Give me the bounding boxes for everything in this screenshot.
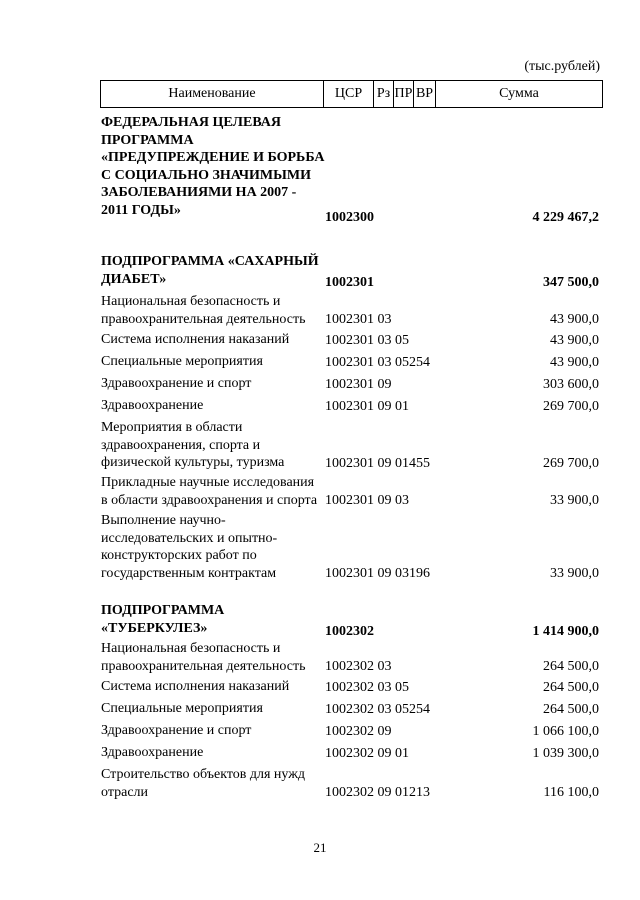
row-name: Здравоохранение и спорт — [101, 723, 252, 738]
row-code: 1002301 09 01 — [325, 398, 409, 414]
row-amount: 269 700,0 — [543, 455, 599, 471]
row-name: Выполнение научно-исследовательских и опытно-конструкторских работ по государственным контрактам — [101, 513, 278, 581]
row-code: 1002301 03 05254 — [325, 354, 430, 370]
row-name: Национальная безопасность и правоохранительная деятельность — [101, 294, 306, 327]
row-code: 1002301 — [325, 274, 374, 290]
table-row — [0, 293, 640, 328]
table-row — [0, 512, 640, 582]
header-name: Наименование — [168, 86, 256, 101]
row-amount: 264 500,0 — [543, 679, 599, 695]
row-amount: 347 500,0 — [543, 274, 599, 290]
header-vr: ВР — [413, 81, 435, 107]
row-amount: 269 700,0 — [543, 398, 599, 414]
row-amount: 33 900,0 — [550, 492, 599, 508]
row-amount: 1 414 900,0 — [532, 623, 599, 639]
header-pr: ПР — [393, 81, 413, 107]
row-amount: 264 500,0 — [543, 658, 599, 674]
row-amount: 116 100,0 — [543, 784, 599, 800]
row-code: 1002302 03 — [325, 658, 392, 674]
row-amount: 1 066 100,0 — [532, 723, 599, 739]
row-name: Специальные мероприятия — [101, 354, 263, 369]
header-rz: Рз — [373, 81, 393, 107]
row-name: Строительство объектов для нужд отрасли — [101, 767, 306, 800]
page-number: 21 — [313, 840, 327, 855]
units-label: (тыс.рублей) — [524, 59, 600, 74]
row-name: Мероприятия в области здравоохранения, спорта и физической культуры, туризма — [101, 420, 285, 470]
row-amount: 43 900,0 — [550, 311, 599, 327]
table-header — [100, 80, 603, 108]
row-amount: 1 039 300,0 — [532, 745, 599, 761]
header-csr: ЦСР — [323, 81, 373, 107]
row-name: ФЕДЕРАЛЬНАЯ ЦЕЛЕВАЯ ПРОГРАММА «ПРЕДУПРЕЖДЕНИЕ И БОРЬБА С СОЦИАЛЬНО ЗНАЧИМЫМИ ЗАБОЛЕВАНИЯМИ НА 2007 - 2011 ГОДЫ» — [101, 115, 325, 218]
row-amount: 303 600,0 — [543, 376, 599, 392]
row-amount: 43 900,0 — [550, 354, 599, 370]
table-row — [0, 419, 640, 472]
table-row — [0, 766, 640, 801]
row-code: 1002302 09 — [325, 723, 392, 739]
table-row — [0, 114, 640, 226]
row-code: 1002300 — [325, 209, 374, 225]
table-row — [0, 474, 640, 509]
table-row — [0, 640, 640, 675]
row-name: Система исполнения наказаний — [101, 679, 290, 694]
row-code: 1002301 03 — [325, 311, 392, 327]
row-code: 1002301 09 03196 — [325, 565, 430, 581]
row-code: 1002302 09 01213 — [325, 784, 430, 800]
table-row — [0, 397, 640, 415]
row-code: 1002301 09 01455 — [325, 455, 430, 471]
table-row — [0, 678, 640, 696]
table-row — [0, 253, 640, 291]
row-name: ПОДПРОГРАММА «САХАРНЫЙ ДИАБЕТ» — [101, 254, 319, 287]
header-sum: Сумма — [435, 81, 602, 107]
table-row — [0, 722, 640, 740]
row-code: 1002301 09 03 — [325, 492, 409, 508]
table-row — [0, 353, 640, 371]
row-code: 1002302 03 05 — [325, 679, 409, 695]
row-amount: 43 900,0 — [550, 332, 599, 348]
table-row — [0, 375, 640, 393]
table-row — [0, 331, 640, 349]
row-amount: 264 500,0 — [543, 701, 599, 717]
row-amount: 4 229 467,2 — [532, 209, 599, 225]
row-code: 1002302 09 01 — [325, 745, 409, 761]
row-amount: 33 900,0 — [550, 565, 599, 581]
row-code: 1002301 03 05 — [325, 332, 409, 348]
table-row — [0, 602, 640, 640]
row-name: Здравоохранение — [101, 745, 204, 760]
row-name: Прикладные научные исследования в области здравоохранения и спорта — [101, 475, 318, 508]
table-row — [0, 700, 640, 718]
row-name: Здравоохранение и спорт — [101, 376, 252, 391]
row-name: Здравоохранение — [101, 398, 204, 413]
row-name: Система исполнения наказаний — [101, 332, 290, 347]
row-name: ПОДПРОГРАММА «ТУБЕРКУЛЕЗ» — [101, 603, 225, 636]
table-row — [0, 744, 640, 762]
row-name: Национальная безопасность и правоохранительная деятельность — [101, 641, 306, 674]
row-name: Специальные мероприятия — [101, 701, 263, 716]
row-code: 1002302 — [325, 623, 374, 639]
row-code: 1002301 09 — [325, 376, 392, 392]
row-code: 1002302 03 05254 — [325, 701, 430, 717]
